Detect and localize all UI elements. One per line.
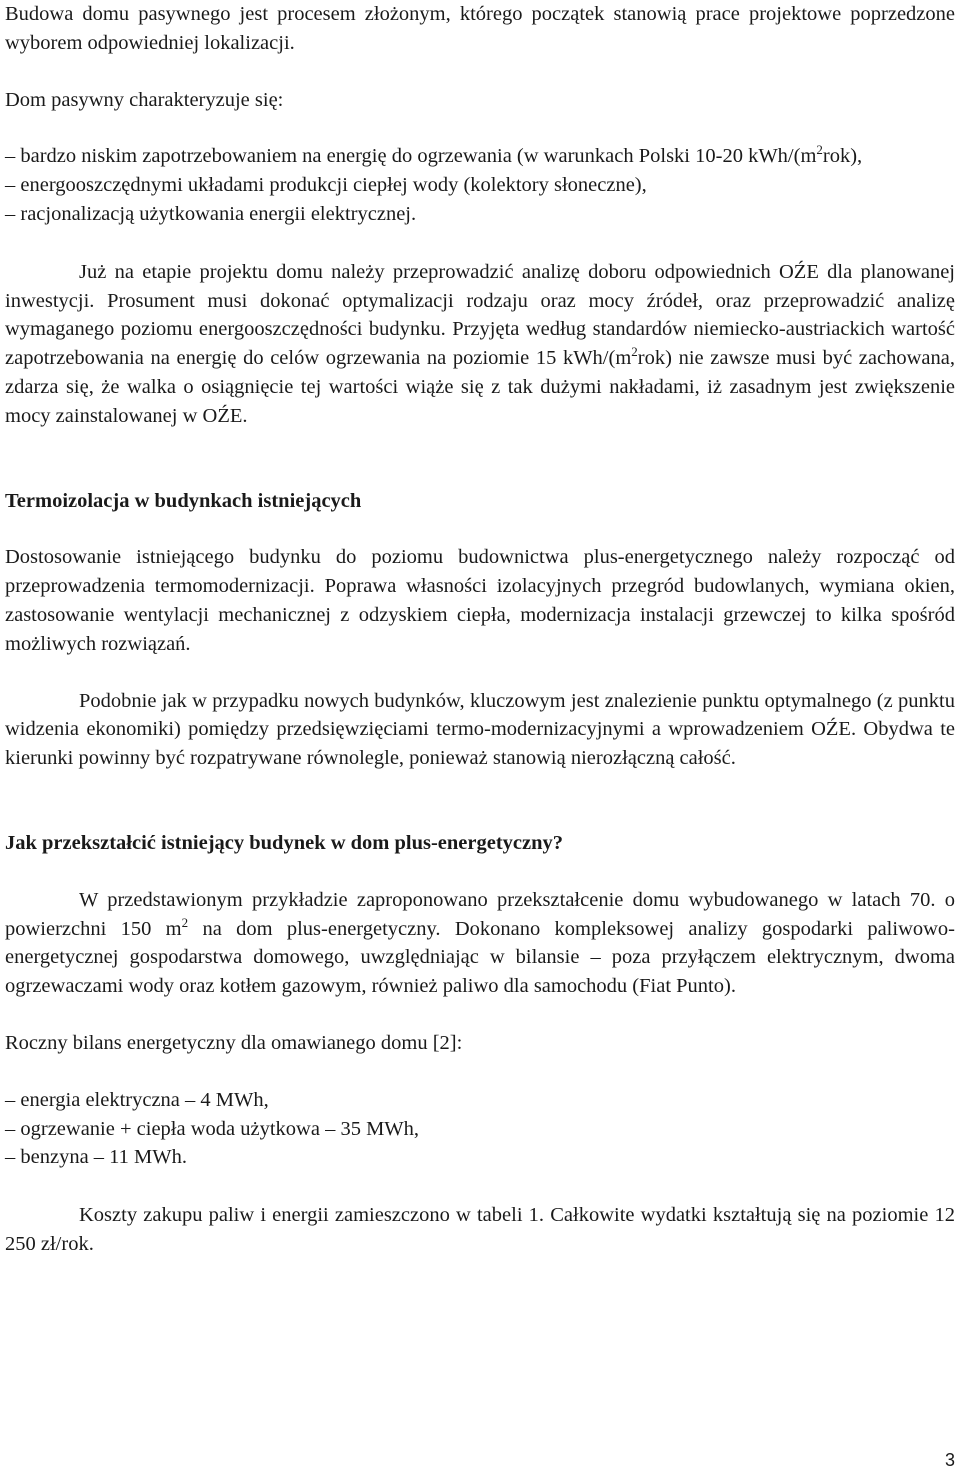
spacer xyxy=(5,1001,955,1029)
spacer xyxy=(5,114,955,142)
spacer xyxy=(5,229,955,258)
body-paragraph: Dostosowanie istniejącego budynku do poziomu budownictwa plus-energetycznego należy rozpocząć od przeprowadzenia termomodernizacji. Poprawa własności izolacyjnych przegród budowlanych, wymiana okien, zastosowanie wentylacji mechanicznej z odzyskiem ciepła, modernizacja instalacji grzewczej to kilka spośród możliwych rozwiązań. xyxy=(5,546,955,655)
energy-balance-intro: Roczny bilans energetyczny dla omawianego domu [2]: xyxy=(5,1031,463,1054)
energy-balance-list xyxy=(5,1086,955,1172)
superscript: 2 xyxy=(631,344,638,360)
spacer xyxy=(5,515,955,543)
spacer xyxy=(5,659,955,687)
section-heading: Termoizolacja w budynkach istniejących xyxy=(5,489,362,512)
list-item: – energia elektryczna – 4 MWh, xyxy=(5,1088,269,1111)
list-item: – benzyna – 11 MWh. xyxy=(5,1146,187,1169)
list-item: – energooszczędnymi układami produkcji ciepłej wody (kolektory słoneczne), xyxy=(5,174,647,197)
spacer xyxy=(5,58,955,86)
body-paragraph: Podobnie jak w przypadku nowych budynków, kluczowym jest znalezienie punktu optymalnego (z punktu widzenia ekonomiki) pomiędzy przedsięwzięciami termo-modernizacyjnymi a wprowadzeniem OŹE. Obydwa te kierunki powinny być rozpatrywane równolegle, ponieważ stanowią nierozłączną całość. xyxy=(5,689,955,770)
list-item-text: – bardzo niskim zapotrzebowaniem na energię do ogrzewania (w warunkach Polski 10-20 kWh/(m xyxy=(5,145,817,168)
page-number: 3 xyxy=(944,1450,955,1470)
spacer xyxy=(5,1058,955,1086)
list-item xyxy=(5,142,955,171)
paragraph-text: W przedstawionym przykładzie zaproponowano przekształcenie domu wybudowanego w latach 70. o powierzchni 150 m xyxy=(5,888,955,940)
list-item-text: rok), xyxy=(822,145,863,168)
paragraph-text: rok) nie zawsze musi być zachowana, zdarza się, że walka o osiągnięcie tej wartości wiąże się z tak dużymi nakładami, iż zasadnym jest zwiększenie mocy zainstalowanej w OŹE. xyxy=(5,347,955,427)
body-paragraph: Koszty zakupu paliw i energii zamieszczono w tabeli 1. Całkowite wydatki kształtują się na poziomie 12 250 zł/rok. xyxy=(5,1204,955,1255)
superscript: 2 xyxy=(181,914,189,930)
paragraph-text: Już na etapie projektu domu należy przeprowadzić analizę doboru odpowiednich OŹE dla planowanej inwestycji. Prosument musi dokonać optymalizacji rodzaju oraz mocy źródeł, oraz przeprowadzić analizę wymaganego poziomu energooszczędności budynku. Przyjęta według standardów niemiecko-austriackich wartość zapotrzebowania na energię do celów ogrzewania na poziomie 15 kWh/(m xyxy=(5,260,955,370)
intro-paragraph: Budowa domu pasywnego jest procesem złożonym, którego początek stanowią prace projektowe poprzedzone wyborem odpowiedniej lokalizacji. xyxy=(5,3,955,54)
body-paragraph xyxy=(5,258,955,431)
passive-house-features-list xyxy=(5,142,955,228)
body-paragraph xyxy=(5,886,955,1001)
spacer xyxy=(5,1172,955,1201)
spacer xyxy=(5,431,955,487)
list-item: – ogrzewanie + ciepła woda użytkowa – 35 MWh, xyxy=(5,1117,420,1140)
section-heading: Jak przekształcić istniejący budynek w dom plus-energetyczny? xyxy=(5,831,564,854)
document-page xyxy=(5,0,955,1259)
passive-house-intro: Dom pasywny charakteryzuje się: xyxy=(5,88,284,111)
spacer xyxy=(5,858,955,886)
list-item: – racjonalizacją użytkowania energii elektrycznej. xyxy=(5,202,417,225)
spacer xyxy=(5,773,955,829)
paragraph-text: na dom plus-energetyczny. Dokonano kompleksowej analizy gospodarki paliwowo-energetycznej gospodarstwa domowego, uwzględniając w bilansie – poza przyłączem elektrycznym, dwoma ogrzewaczami wody oraz kotłem gazowym, również paliwo dla samochodu (Fiat Punto). xyxy=(5,917,956,998)
superscript: 2 xyxy=(816,142,823,158)
